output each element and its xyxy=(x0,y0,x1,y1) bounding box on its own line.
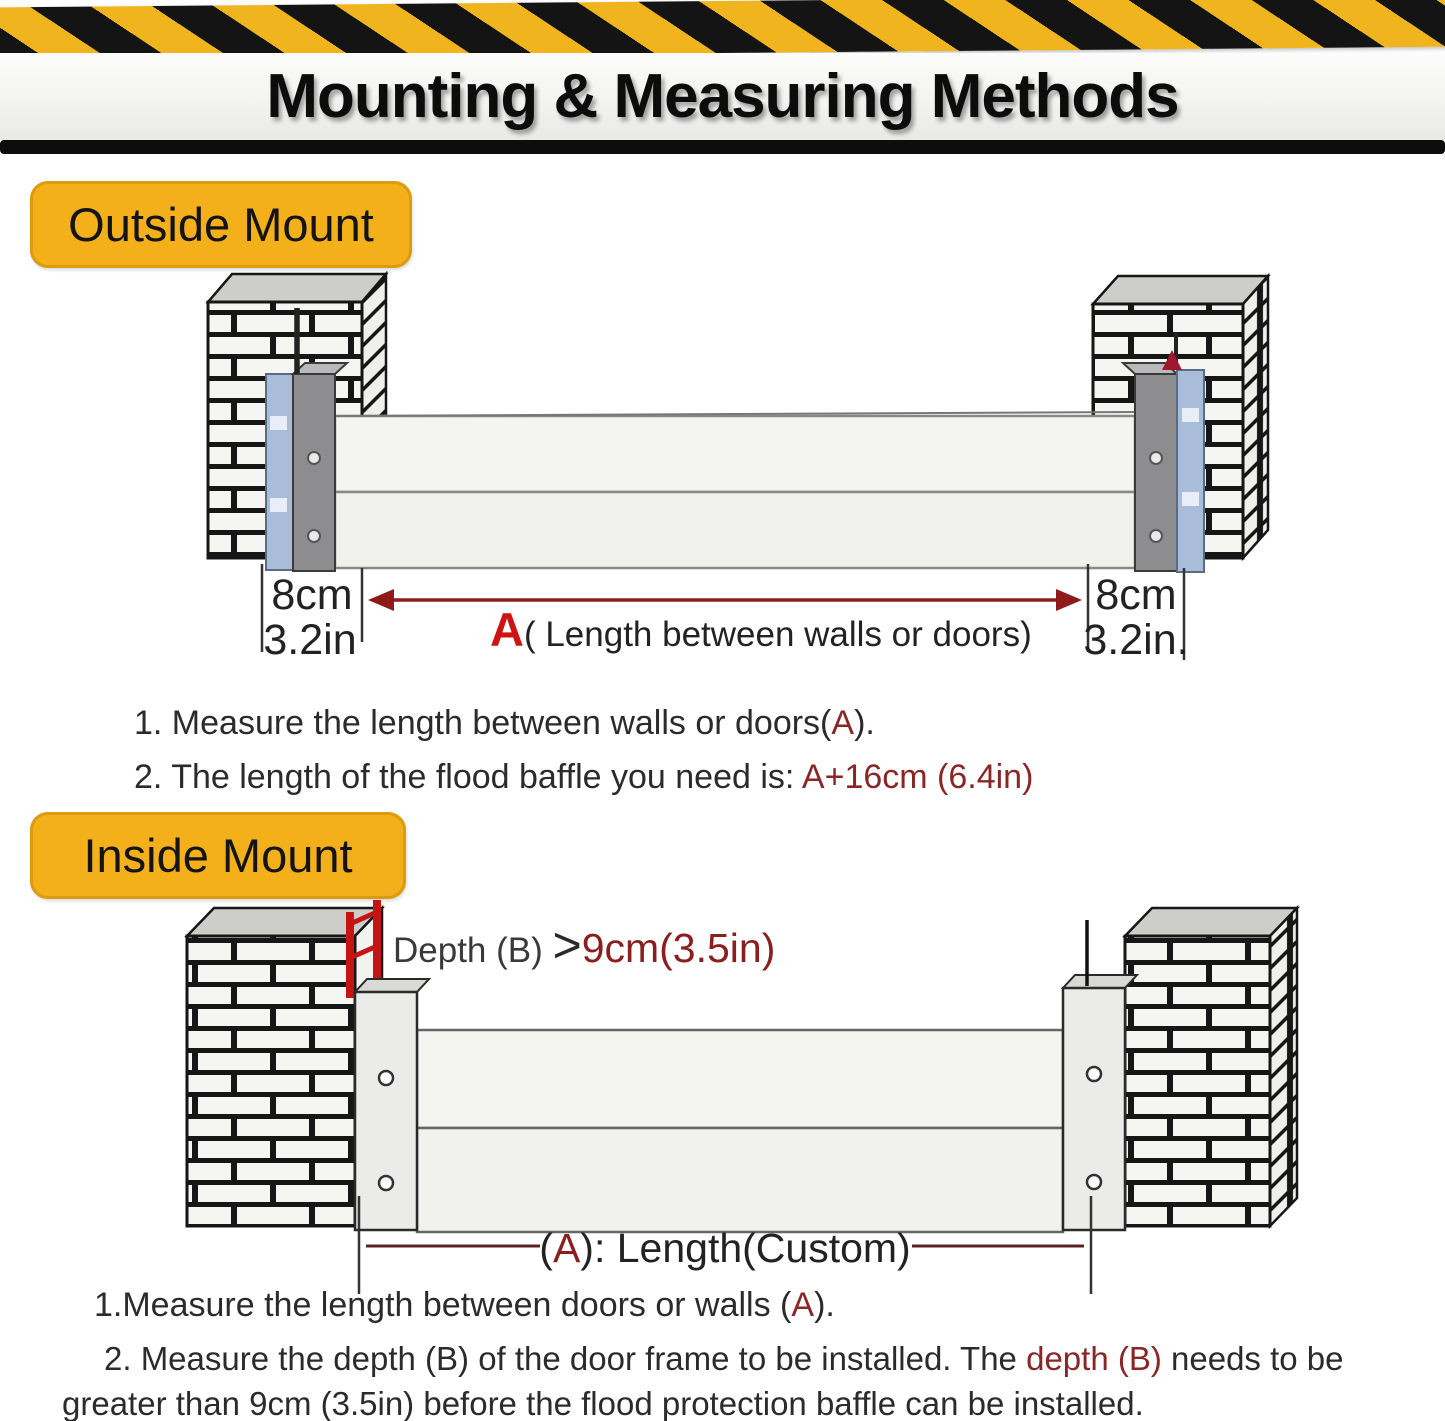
title-band xyxy=(0,53,1445,140)
inside-step-2: 2. Measure the depth (B) of the door frame to be installed. The depth (B) needs to be greater than 9cm (3.5in) before the flood protection baffle can be installed. xyxy=(62,1340,1344,1421)
span-length-label xyxy=(490,603,1032,656)
span-caption: ( Length between walls or doors) xyxy=(523,615,1032,654)
outside-mount-steps xyxy=(134,696,1033,804)
greater-than-sign: > xyxy=(552,917,582,973)
inside-mount-badge: Inside Mount xyxy=(30,812,406,899)
outside-mount-diagram xyxy=(0,268,1445,678)
page-title: Mounting & Measuring Methods xyxy=(266,62,1179,131)
outside-step-2: 2. The length of the flood baffle you need is: A+16cm (6.4in) xyxy=(134,758,1034,796)
header-divider-bar xyxy=(0,140,1445,154)
length-label: (A): Length(Custom) xyxy=(539,1225,911,1271)
dimension-arrow xyxy=(368,589,1082,611)
depth-caption: Depth (B) xyxy=(393,931,553,970)
right-offset-cm-label: 8cm xyxy=(1095,571,1177,619)
inside-step-1: 1.Measure the length between doors or walls (A). xyxy=(94,1286,835,1324)
span-letter: A xyxy=(490,603,524,656)
hazard-stripe-banner xyxy=(0,0,1445,59)
inside-mount-diagram xyxy=(0,896,1445,1320)
left-offset-cm-label: 8cm xyxy=(271,571,353,619)
left-offset-in-label: 3.2in xyxy=(263,616,357,664)
depth-value: 9cm(3.5in) xyxy=(581,925,776,971)
depth-label xyxy=(393,917,775,973)
right-brick-pillar xyxy=(1125,908,1297,1226)
outside-step-1: 1. Measure the length between walls or doors(A). xyxy=(134,704,875,742)
flood-barrier xyxy=(417,1030,1063,1232)
right-offset-in-label: 3.2in. xyxy=(1083,616,1189,664)
length-letter: A xyxy=(552,1225,581,1271)
left-mounting-channel xyxy=(355,979,429,1230)
flood-barrier xyxy=(335,412,1135,568)
outside-mount-badge: Outside Mount xyxy=(30,181,412,268)
